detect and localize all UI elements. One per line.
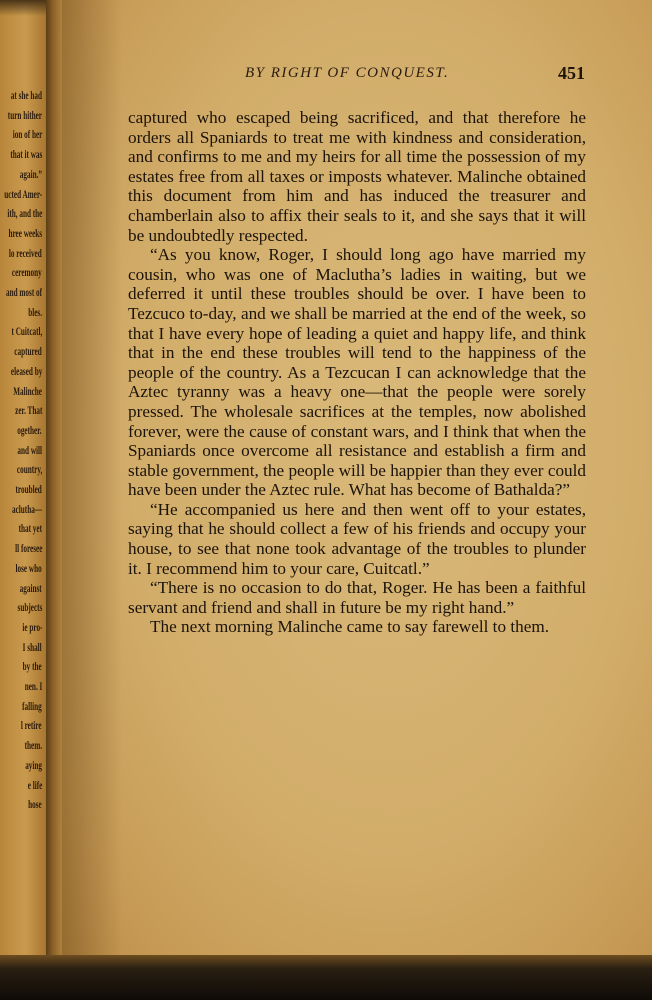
- paragraph: “He accompanied us here and then went off to your estates, saying that he should collect a few of his friends and occupy your house, to see that none took advantage of the troubles to plunder it. I recommend him to your care, Cuitcatl.”: [128, 499, 586, 578]
- paragraph: captured who escaped being sacrificed, and that therefore he orders all Spaniards to treat me with kindness and consideration, and confirms to me and my heirs for all time the possession of my estates free from all taxes or imposts whatever. Malinche obtained this document from him and has induced the treasurer and chamberlain also to affix their seals to it, and she says that it will be undoubtedly respected.: [128, 108, 586, 245]
- previous-page-line: lose who: [15, 560, 42, 575]
- previous-page-line: aying: [25, 757, 42, 772]
- previous-page-line: zer. That: [14, 403, 42, 418]
- previous-page-line: Malinche: [13, 383, 42, 398]
- previous-page-line: ogether.: [17, 422, 42, 437]
- previous-page-line: ucted Amer-: [4, 186, 42, 201]
- previous-page-line: that yet: [18, 521, 42, 536]
- paragraph: “As you know, Roger, I should long ago have married my cousin, who was one of Maclutha’s ladies in waiting, but we deferred it until these troubles should be over. I have been to Tezcuco to-day, and we shall be married at the end of the week, so that I have every hope of leading a quiet and happy life, and think that in the end these troubles will tend to the happiness of the people of the country. As a Tezcucan I can acknowledge that the Aztec tyranny was a heavy one—that the people were sorely pressed. The wholesale sacrifices at the temples, now abolished forever, were the cause of constant wars, and I think that when the Spaniards once overcome all resistance and establish a firm and stable government, the people will be happier than they ever could have been under the Aztec rule. What has become of Bathalda?”: [128, 245, 586, 500]
- book-bottom-edge: [0, 955, 652, 1000]
- previous-page-line: that it was: [9, 147, 42, 162]
- previous-page-line: country,: [16, 462, 42, 477]
- previous-page-line: and most of: [5, 285, 42, 299]
- page-header: [0, 63, 652, 85]
- page-shadow: [62, 0, 122, 962]
- previous-page-line: them.: [24, 738, 42, 753]
- paragraph: “There is no occasion to do that, Roger. He has been a faithful servant and friend and shall in future be my right hand.”: [128, 578, 586, 617]
- page-number: 451: [558, 63, 585, 83]
- body-text: [128, 108, 586, 637]
- previous-page-line: at she had: [10, 88, 42, 102]
- previous-page-line: ll foresee: [14, 541, 42, 556]
- previous-page-line: troubled: [15, 482, 42, 496]
- previous-page-line: ie pro-: [21, 619, 42, 634]
- previous-page-line: hose: [28, 797, 42, 812]
- previous-page-line: ceremony: [12, 265, 42, 280]
- previous-page-line: e life: [27, 777, 42, 792]
- previous-page-line: bles.: [28, 304, 42, 319]
- previous-page-line: and will: [17, 442, 42, 457]
- previous-page-line: aclutha—: [11, 501, 42, 516]
- previous-page-line: falling: [22, 698, 42, 713]
- paragraph: The next morning Malinche came to say farewell to them.: [150, 617, 549, 637]
- previous-page-line: against: [19, 580, 42, 595]
- page-shadow: [0, 0, 46, 16]
- previous-page-line: subjects: [17, 600, 42, 615]
- previous-page-line: turn hither: [7, 107, 42, 122]
- previous-page-line: l retire: [21, 718, 42, 733]
- previous-page-line: lo received: [9, 245, 42, 260]
- previous-page-edge: [0, 0, 46, 962]
- previous-page-line: I shall: [22, 639, 42, 654]
- previous-page-line: captured: [14, 344, 42, 359]
- previous-page-line: nen. I: [24, 679, 42, 693]
- previous-page-line: again.”: [19, 166, 42, 181]
- previous-page-line: ion of her: [12, 127, 42, 142]
- previous-page-line: hree weeks: [8, 225, 42, 240]
- previous-page-line: t Cuitcatl,: [11, 324, 42, 339]
- previous-page-line: eleased by: [10, 363, 42, 378]
- previous-page-line: by the: [22, 659, 42, 674]
- running-head: BY RIGHT OF CONQUEST.: [245, 65, 450, 81]
- previous-page-line: ith, and the: [6, 206, 42, 221]
